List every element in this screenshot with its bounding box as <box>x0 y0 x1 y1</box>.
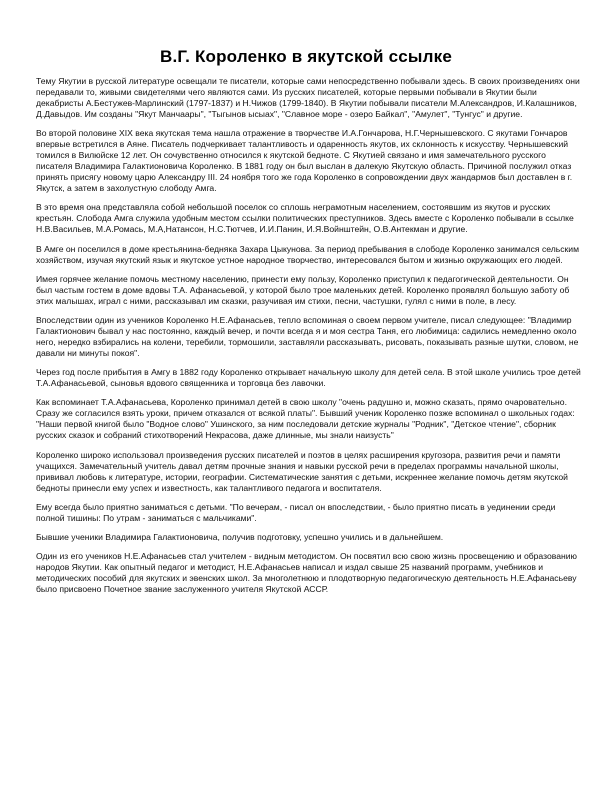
paragraph-6: Впоследствии один из учеников Короленко Н.Е.Афанасьев, тепло вспоминая о своем первом учителе, писал следующее: "Владимир Галактионович бывал у нас постоянно, каждый вечер, и почти всегда я и моя сестра Таня, его любимица: садились немедленно около него, нередко взбирались на колени, теребили, тормошили, заставляли рассказывать, рисовать, показывать разные шутки, словом, не давали ни минуты покоя". <box>36 314 579 358</box>
paragraph-7: Через год после прибытия в Амгу в 1882 году Короленко открывает начальную школу для детей села. В этой школе учились трое детей Т.А.Афанасьевой, сыновья вдового священника и торговца без лавочки. <box>36 367 581 389</box>
paragraph-8: Как вспоминает Т.А.Афанасьева, Короленко принимал детей в свою школу "очень радушно и, можно сказать, прямо очаровательно. Сразу же согласился взять уроки, причем отказался от всякой платы". Бывший ученик Короленко позже вспоминал о школьных годах: "Наши первой книгой было "Водное слово" Ушинского, за ним последовали детские журналы "Родник", "Детское чтение", сборник русских сказок и собраний стихотворений Некрасова, даже длинные, мы знали наизусть" <box>36 397 575 441</box>
paragraph-5: Имея горячее желание помочь местному населению, принести ему пользу, Короленко приступил к педагогической деятельности. Он был частым гостем в доме вдовы Т.А. Афанасьевой, у которой было трое маленьких детей. Короленко проявлял большую заботу об этих малышах, играл с ними, рассказывал им сказки, разучивая им стихи, песни, частушки, гулял с ними в поле, в лесу. <box>36 273 570 306</box>
paragraph-1: Тему Якутии в русской литературе освещали те писатели, которые сами непосредственно побывали здесь. В своих произведениях они передавали то, живыми свидетелями чего являются сами. Из русских писателей, которые первыми побывали в Якутии были декабристы А.Бестужев-Марлинский (1797-1837) и Н.Чижов (1799-1840). В Якутии побывали писатели М.Александров, И.Калашников, Д.Давыдов. Им созданы "Якут Манчаары", "Тыгынов ысыах", "Славное море - озеро Байкал", "Амулет", "Тунгус" и другие. <box>36 76 580 119</box>
paragraph-4: В Амге он поселился в доме крестьянина-бедняка Захара Цыкунова. За период пребывания в слободе Короленко занимался сельским хозяйством, изучая якутский язык и якутское устное народное творчество, интересовался бытом и жизнью окружающих его людей. <box>36 243 580 265</box>
paragraph-12: Один из его учеников Н.Е.Афанасьев стал учителем - видным методистом. Он посвятил всю свою жизнь просвещению и образованию народов Якутии. Как опытный педагог и методист, Н.Е.Афанасьев написал и издал свыше 25 названий программ, учебников и методических пособий для якутских и эвенских школ. За многолетнюю и плодотворную педагогическую деятельность Н.Е.Афанасьеву было присвоено Почетное звание заслуженного учителя Якутской АССР. <box>36 551 577 595</box>
page-title: В.Г. Короленко в якутской ссылке <box>159 47 452 66</box>
paragraph-10: Ему всегда было приятно заниматься с детьми. "По вечерам, - писал он впоследствии, - было приятно писать в уединении среди полной тишины: По утрам - заниматься с мальчиками". <box>36 501 556 523</box>
paragraph-3: В это время она представляла собой небольшой поселок со сплошь неграмотным населением, состоявшим из якутов и русских крестьян. Слобода Амга служила удобным местом ссылки политических преступников. Здесь вместе с Короленко побывали в ссылке Н.В.Васильев, М.А.Ромась, М.А,Натансон, Н.С.Тютчев, И.И.Панин, И.Я.Войнштейн, О.В.Антекман и другие. <box>36 202 574 235</box>
paragraph-9: Короленко широко использовал произведения русских писателей и поэтов в целях расширения кругозора, развития речи и памяти учащихся. Замечательный учитель давал детям прочные знания и навыки русской речи в пределах программы начальной школы, прививал любовь к литературе, истории, географии. Систематические занятия с детьми, искреннее желание помочь детям якутской бедноты принесли ему успех и известность, как талантливого педагога и воспитателя. <box>36 449 568 493</box>
paragraph-11: Бывшие ученики Владимира Галактионовича, получив подготовку, успешно учились и в дальнейшем. <box>36 531 444 542</box>
paragraph-2: Во второй половине XIX века якутская тема нашла отражение в творчестве И.А.Гончарова, Н.Г.Чернышевского. С якутами Гончаров впервые встретился в Аяне. Писатель подчеркивает талантливость и одаренность якутов, их склонность к искусству. Чернышевский томился в Вилюйске 12 лет. Он сочувственно относился к якутской бедноте. С Якутией связано и имя замечательного русского писателя Владимира Галактионовича Короленко. В 1881 году он был выслан в далекую Якутскую область. Причиной послужил отказ принять присягу новому царю Александру III. 24 ноября того же года Короленко в сопровождении двух жандармов был доставлен в г. Якутск, а затем в захолустную слободу Амга. <box>36 128 573 194</box>
article-body <box>36 76 584 603</box>
